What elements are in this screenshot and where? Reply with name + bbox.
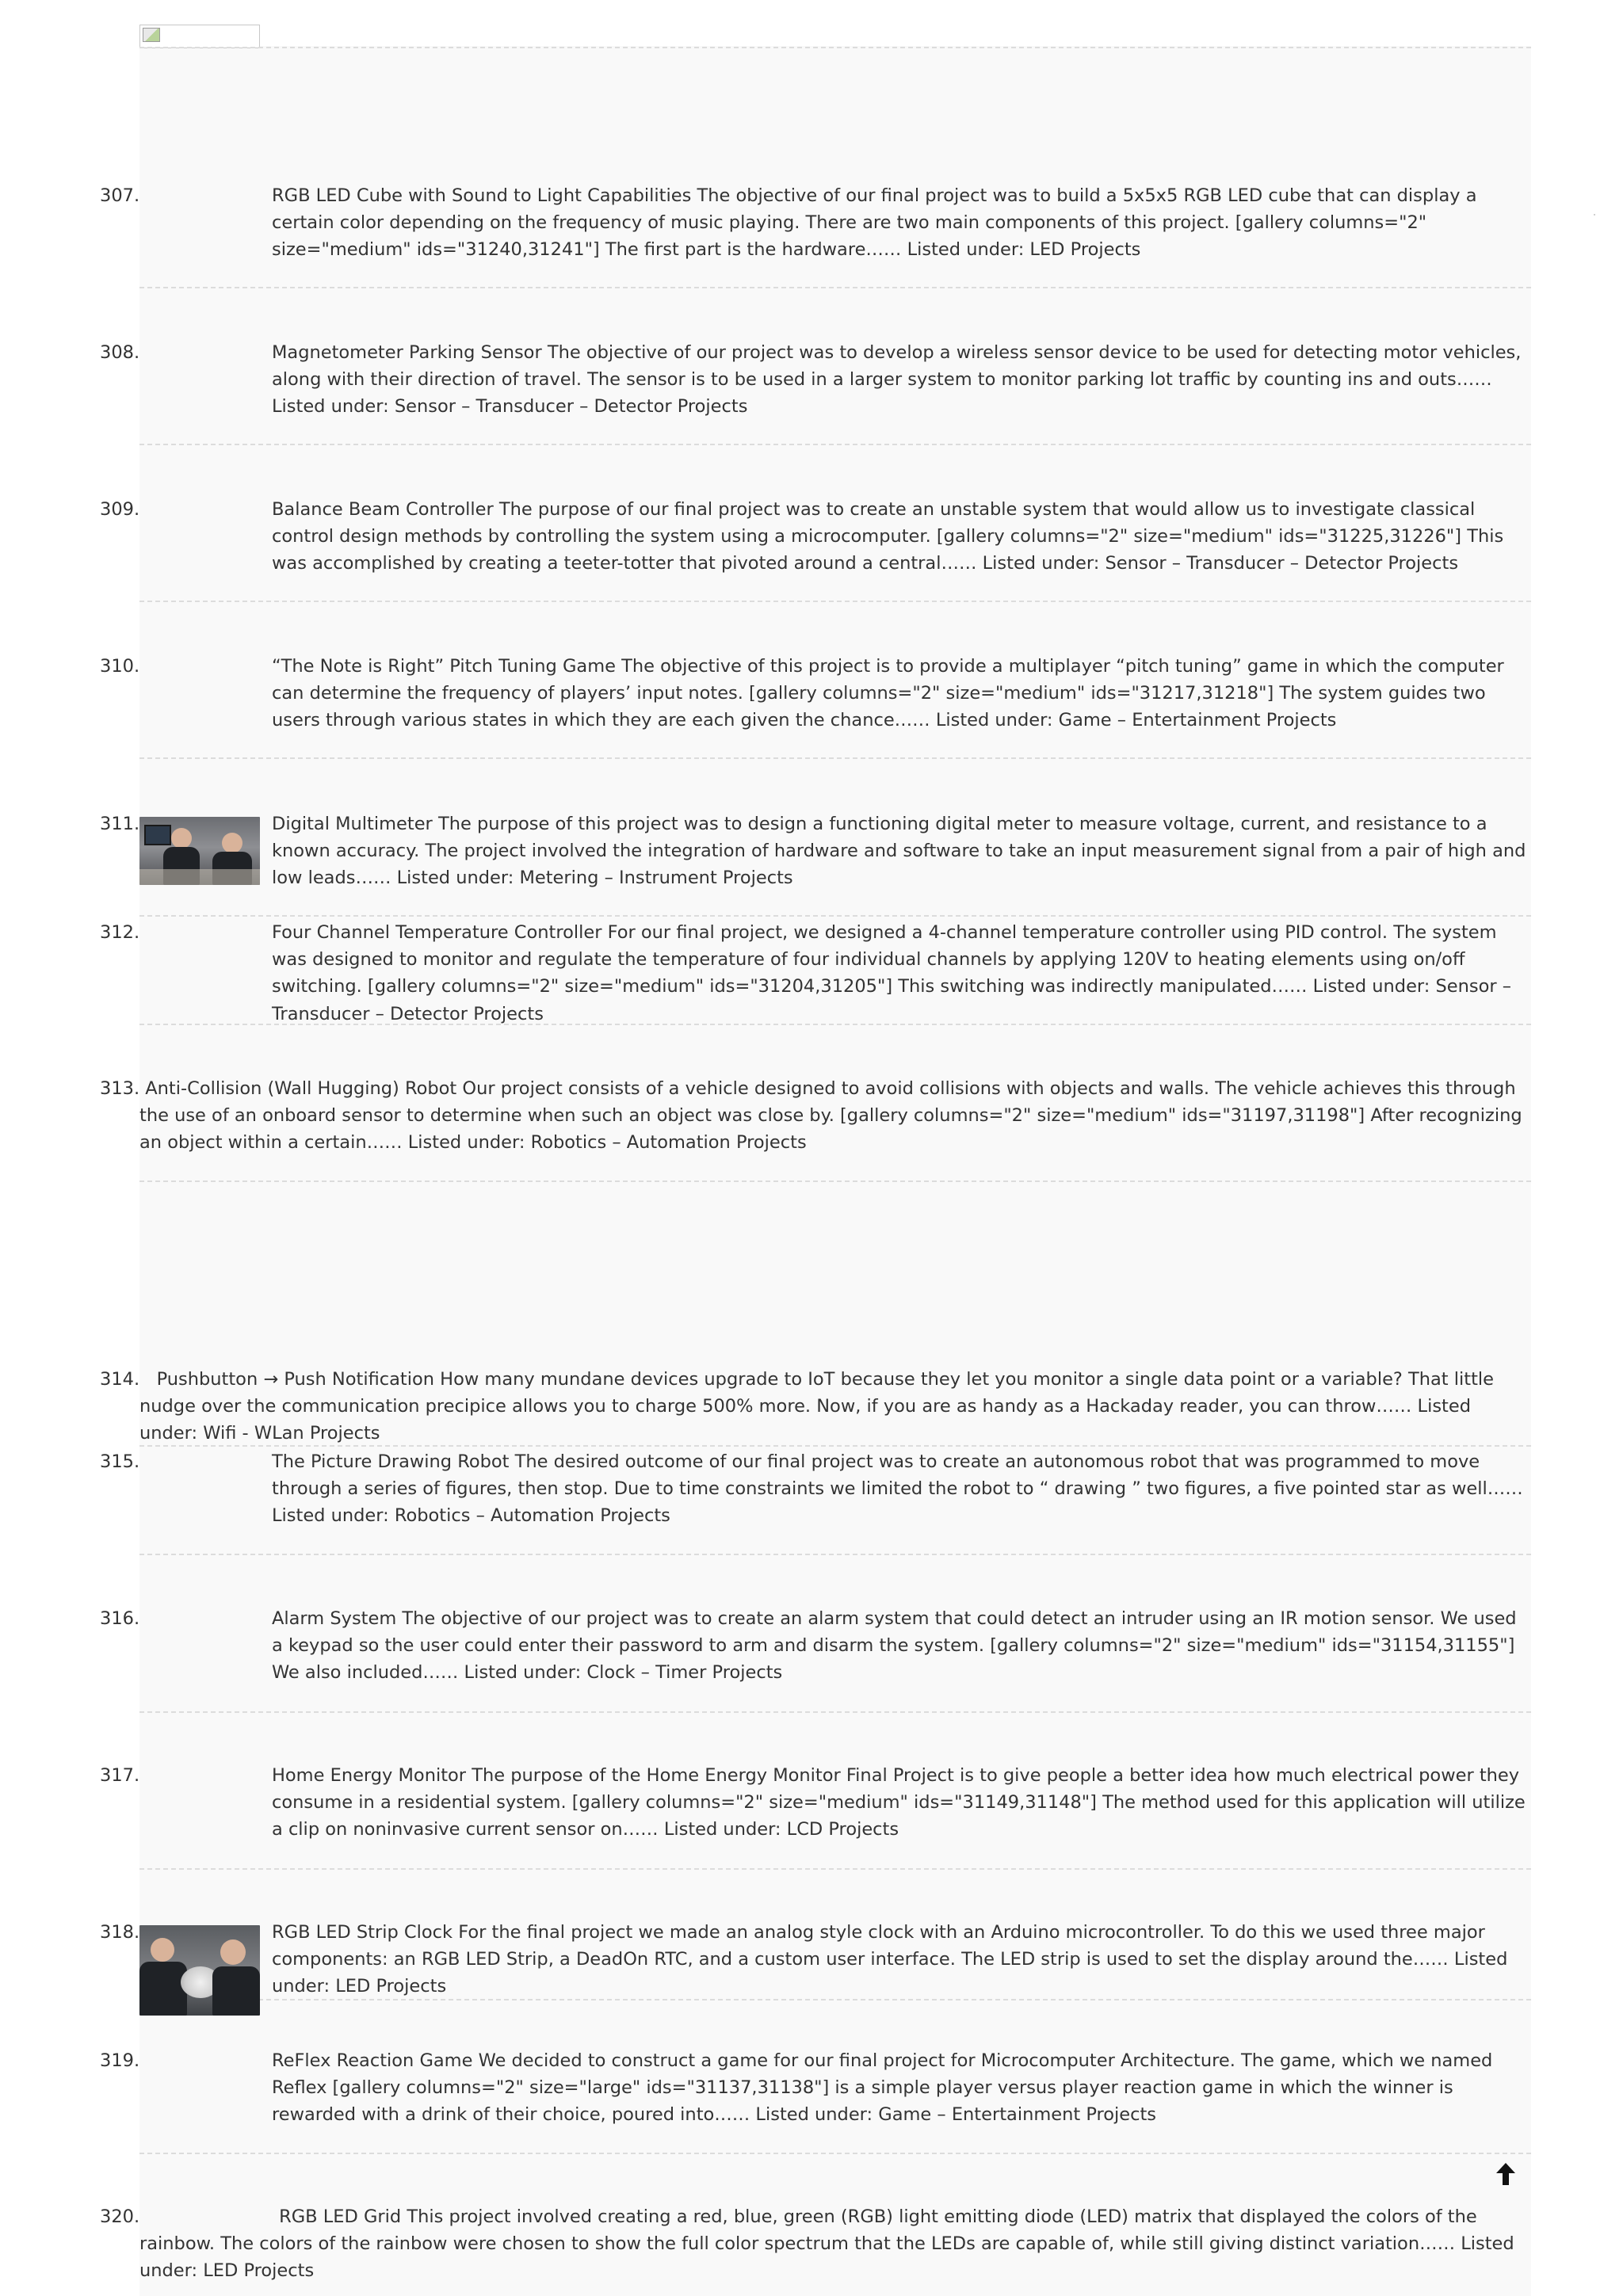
rgb-led-strip-clock-thumbnail[interactable] xyxy=(139,1925,260,2016)
item-number: 307. xyxy=(100,185,140,206)
item-text: RGB LED Grid This project involved creating a red, blue, green (RGB) light emitting diode (LED) matrix that displayed the colors of the rainbow. The colors of the rainbow were chosen to show the full color spectrum that the LEDs are capable of, while still giving distinct variation…… Listed under: LED Projects xyxy=(139,2206,1514,2282)
item-number: 317. xyxy=(100,1765,140,1786)
item-number: 309. xyxy=(100,499,140,520)
item-description[interactable]: Alarm System The objective of our project was to create an alarm system that could detect an intruder using an IR motion sensor. We used a keypad so the user could enter their password to arm and disarm the system. [gallery columns="2" size="medium" ids="31154,31155"] We also included…… Listed under: Clock – Timer Projects xyxy=(272,1608,1517,1684)
item-number: 316. xyxy=(100,1608,140,1629)
separator xyxy=(139,444,1531,445)
item-description[interactable]: Four Channel Temperature Controller For our final project, we designed a 4-channel temperature controller using PID control. The system was designed to monitor and regulate the temperature of four individual channels by applying 120V to heating elements using on/off switching. [gallery columns="2" size="medium" ids="31204,31205"] This switching was indirectly manipulated…… Listed under: Sensor – Transducer – Detector Projects xyxy=(272,922,1512,1024)
item-description[interactable]: RGB LED Cube with Sound to Light Capabilities The objective of our final project was to build a 5x5x5 RGB LED cube that can display a certain color depending on the frequency of music playing. There are two main components of this project. [gallery columns="2" size="medium" ids="31240,31241"] The first part is the hardware…… Listed under: LED Projects xyxy=(272,185,1477,261)
item-number: 312. xyxy=(100,922,140,943)
item-description[interactable]: RGB LED Strip Clock For the final project we made an analog style clock with an Arduino microcontroller. To do this we used three major components: an RGB LED Strip, a DeadOn RTC, and a custom user interface. The LED strip is used to set the display around the…… Listed under: LED Projects xyxy=(272,1922,1508,1997)
item-description[interactable]: Home Energy Monitor The purpose of the Home Energy Monitor Final Project is to give people a better idea how much electrical power they consume in a residential system. [gallery columns="2" size="medium" ids="31149,31148"] The method used for this application will utilize a clip on noninvasive current sensor on…… Listed under: LCD Projects xyxy=(272,1765,1526,1840)
item-text: Pushbutton → Push Notification How many mundane devices upgrade to IoT because they let you monitor a single data point or a variable? That little nudge over the communication precipice allows you to charge 500% more. Now, if you are as handy as a Hackaday reader, you can throw…… Listed under: Wifi - WLan Projects xyxy=(139,1369,1495,1444)
item-description[interactable] xyxy=(100,2203,1531,2285)
broken-image-icon xyxy=(139,25,260,48)
separator xyxy=(139,601,1531,602)
item-number: 308. xyxy=(100,342,140,363)
item-description[interactable]: Magnetometer Parking Sensor The objective of our project was to develop a wireless sensor device to be used for detecting motor vehicles, along with their direction of travel. The sensor is to be used in a larger system to monitor parking lot traffic by counting ins and outs…… Listed under: Sensor – Transducer – Detector Projects xyxy=(272,342,1522,418)
item-text: Anti-Collision (Wall Hugging) Robot Our project consists of a vehicle designed to avoid collisions with objects and walls. The vehicle achieves this through the use of an onboard sensor to determine when such an object was close by. [gallery columns="2" size="medium" ids="31197,31198"] After recognizing an object within a certain…… Listed under: Robotics – Automation Projects xyxy=(139,1078,1522,1154)
item-number: 320. xyxy=(100,2206,140,2227)
item-description[interactable] xyxy=(100,1075,1531,1157)
separator xyxy=(139,47,1531,48)
item-description[interactable]: Balance Beam Controller The purpose of our final project was to create an unstable system that would allow us to investigate classical control design methods by controlling the system using a microcomputer. [gallery columns="2" size="medium" ids="31225,31226"] This was accomplished by creating a teeter-totter that pivoted around a central…… Listed under: Sensor – Transducer – Detector Projects xyxy=(272,499,1504,574)
item-number: 311. xyxy=(100,814,140,834)
separator xyxy=(139,2153,1531,2154)
stray-dot xyxy=(1594,214,1595,215)
separator xyxy=(139,1868,1531,1870)
item-number: 314. xyxy=(100,1369,140,1390)
arrow-up-icon[interactable] xyxy=(1495,2162,1516,2186)
item-description[interactable] xyxy=(100,1366,1531,1447)
digital-multimeter-thumbnail[interactable] xyxy=(139,817,260,885)
item-number: 315. xyxy=(100,1451,140,1472)
separator xyxy=(139,1180,1531,1182)
separator xyxy=(139,287,1531,288)
item-number: 313. xyxy=(100,1078,140,1099)
separator xyxy=(139,915,1531,917)
item-description[interactable]: “The Note is Right” Pitch Tuning Game The objective of this project is to provide a multiplayer “pitch tuning” game in which the computer can determine the frequency of players’ input notes. [gallery columns="2" size="medium" ids="31217,31218"] The system guides two users through various states in which they are each given the chance…… Listed under: Game – Entertainment Projects xyxy=(272,656,1504,731)
item-description[interactable]: ReFlex Reaction Game We decided to construct a game for our final project for Microcomputer Architecture. The game, which we named Reflex [gallery columns="2" size="large" ids="31137,31138"] is a simple player versus player reaction game in which the winner is rewarded with a drink of their choice, poured into…… Listed under: Game – Entertainment Projects xyxy=(272,2050,1493,2126)
separator xyxy=(139,1711,1531,1713)
separator xyxy=(139,757,1531,759)
item-number: 310. xyxy=(100,656,140,677)
item-description[interactable]: Digital Multimeter The purpose of this project was to design a functioning digital meter to measure voltage, current, and resistance to a known accuracy. The project involved the integration of hardware and software to take an input measurement signal from a pair of high and low leads…… Listed under: Metering – Instrument Projects xyxy=(272,814,1526,889)
item-number: 319. xyxy=(100,2050,140,2071)
separator xyxy=(139,1554,1531,1555)
item-description[interactable]: The Picture Drawing Robot The desired outcome of our final project was to create an autonomous robot that was programmed to move through a series of figures, then stop. Due to time constraints we limited the robot to “ drawing ” two figures, a five pointed star as well…… Listed under: Robotics – Automation Projects xyxy=(272,1451,1523,1527)
item-number: 318. xyxy=(100,1922,140,1943)
